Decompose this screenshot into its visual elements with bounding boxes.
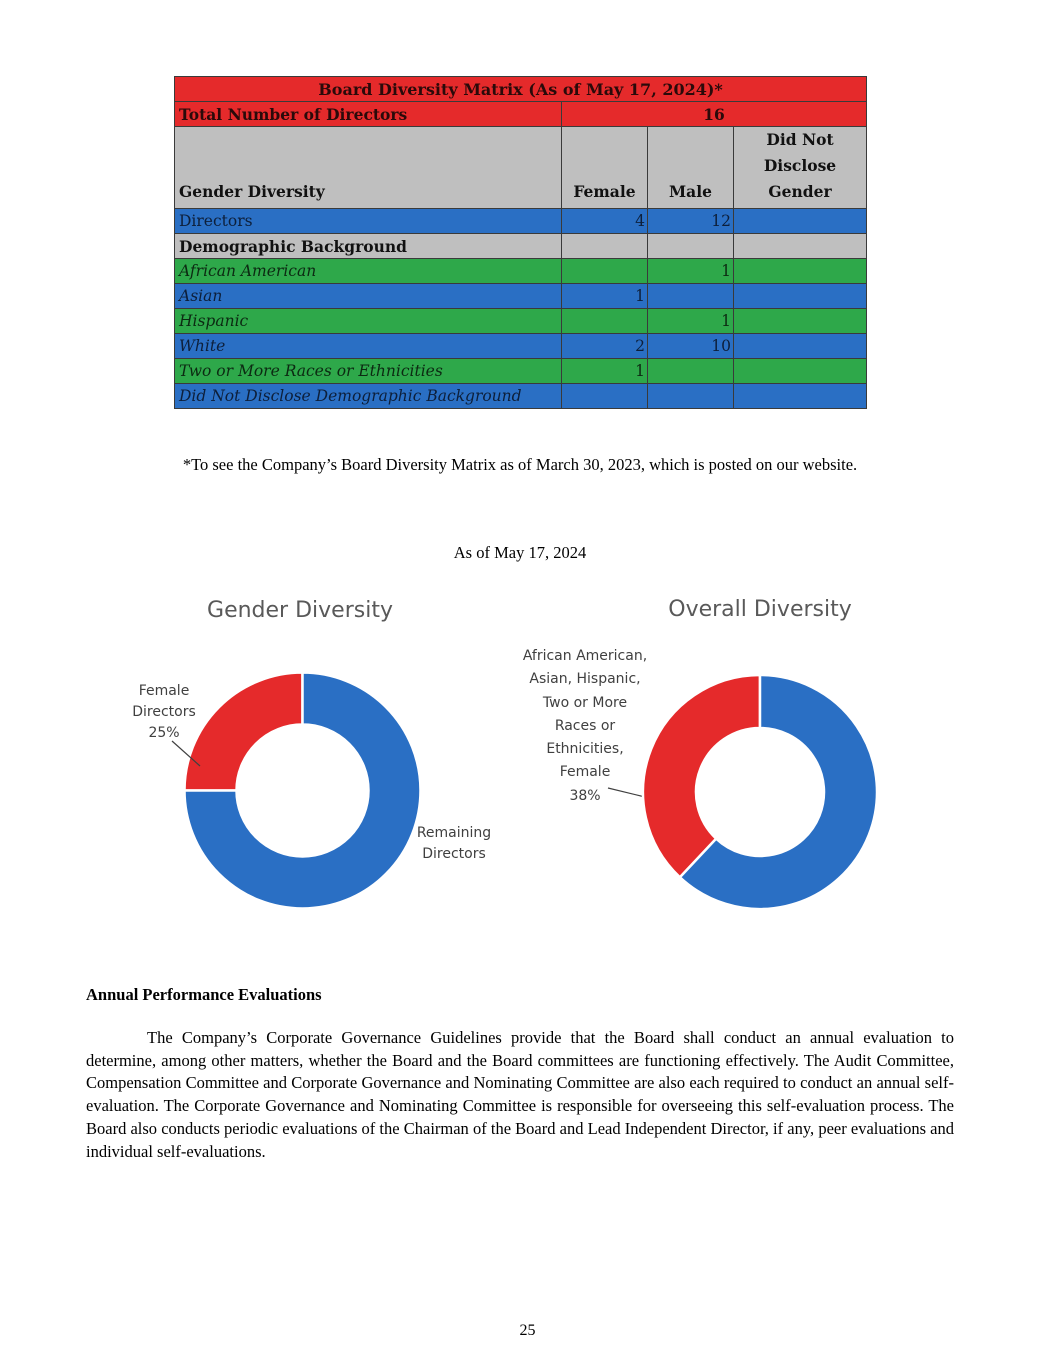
- gender-leader-line: [172, 741, 200, 766]
- gender-diversity-header: Gender Diversity: [175, 127, 562, 209]
- demographic-male: 1: [648, 259, 734, 284]
- demographic-background-header: Demographic Background: [175, 234, 562, 259]
- demographic-female: 2: [562, 334, 648, 359]
- gender-chart-title: Gender Diversity: [207, 598, 393, 623]
- total-directors-label: Total Number of Directors: [175, 102, 562, 127]
- label-line: Asian, Hispanic,: [529, 671, 641, 688]
- label-line: Ethnicities,: [546, 741, 624, 758]
- label-line: African American,: [522, 648, 648, 664]
- undisclosed-line-2: Disclose: [763, 156, 837, 175]
- demographic-label: Two or More Races or Ethnicities: [175, 359, 562, 384]
- section-heading: Annual Performance Evaluations: [86, 985, 322, 1004]
- section-paragraph: The Company’s Corporate Governance Guidelines provide that the Board shall conduct an annual evaluation to determine, among other matters, whether the Board and the Board committees are functioning effectively. The Audit Committee, Compensation Committee and Corporate Governance and Nominating Committee are also each required to conduct an annual self-evaluation. The Corporate Governance and Nominating Committee is responsible for overseeing this self-evaluation process. The Board also conducts periodic evaluations of the Chairman of the Board and Lead Independent Director, if any, peer evaluations and individual self-evaluations.: [86, 1028, 954, 1161]
- overall-diversity-label: [505, 645, 665, 808]
- directors-female: 4: [562, 209, 648, 234]
- page-number: 25: [519, 1322, 536, 1339]
- undisclosed-line-3: Gender: [768, 182, 832, 201]
- remaining-directors-label: [408, 823, 500, 865]
- demographic-female: 1: [562, 284, 648, 309]
- male-header: Male: [648, 127, 734, 209]
- directors-male: 12: [648, 209, 734, 234]
- female-header: Female: [562, 127, 648, 209]
- undisclosed-line-1: Did Not: [766, 130, 834, 149]
- as-of-date: As of May 17, 2024: [453, 543, 587, 562]
- directors-label: Directors: [175, 209, 562, 234]
- label-line: Directors: [132, 704, 196, 720]
- label-line: Two or More: [542, 694, 628, 711]
- matrix-footnote: *To see the Company’s Board Diversity Matrix as of March 30, 2023, which is posted on our website.: [182, 455, 858, 474]
- demographic-label: White: [175, 334, 562, 359]
- matrix-title: Board Diversity Matrix (As of May 17, 2024)*: [175, 77, 867, 102]
- label-line: Female: [138, 683, 190, 699]
- label-line: Directors: [422, 846, 486, 862]
- demographic-label: African American: [175, 259, 562, 284]
- demographic-label: Did Not Disclose Demographic Background: [175, 384, 562, 409]
- overall-diversity-donut: [639, 671, 881, 913]
- demographic-label: Asian: [175, 284, 562, 309]
- demographic-male: 1: [648, 309, 734, 334]
- female-directors-label: [118, 681, 210, 744]
- total-directors-value: 16: [562, 102, 867, 127]
- label-line: Remaining: [416, 825, 492, 841]
- label-line: 38%: [569, 787, 601, 804]
- overall-chart-title: Overall Diversity: [668, 597, 852, 622]
- demographic-male: 10: [648, 334, 734, 359]
- label-line: 25%: [148, 725, 180, 741]
- demographic-female: 1: [562, 359, 648, 384]
- label-line: Races or: [554, 717, 616, 734]
- label-line: Female: [559, 764, 611, 781]
- demographic-label: Hispanic: [175, 309, 562, 334]
